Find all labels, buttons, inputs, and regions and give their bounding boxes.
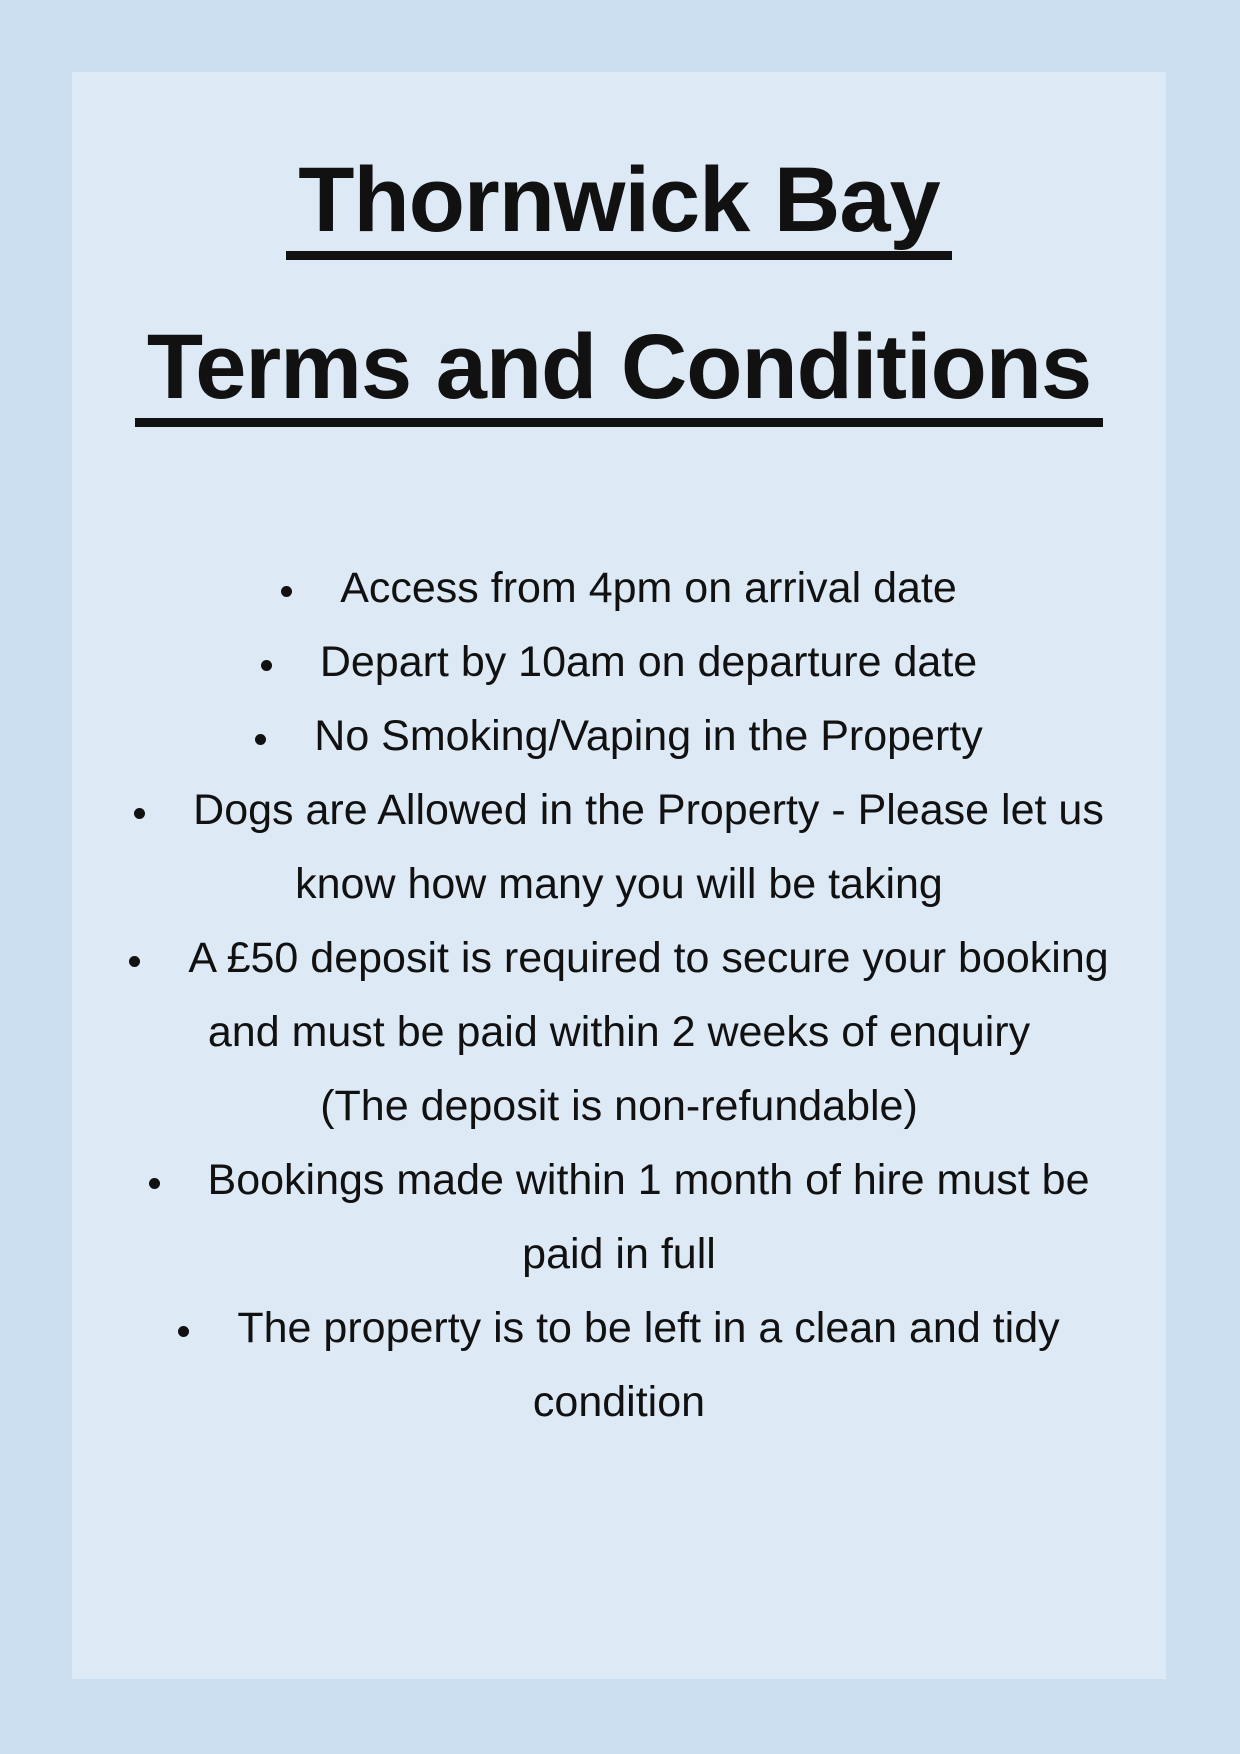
term-line-text: (The deposit is non-refundable) xyxy=(320,1081,918,1130)
bullet-icon xyxy=(261,660,272,671)
page-title xyxy=(82,150,1156,260)
term-line-text: A £50 deposit is required to secure your booking xyxy=(188,933,1109,982)
term-line xyxy=(82,1217,1156,1291)
term-line-text: paid in full xyxy=(522,1229,716,1278)
term-item xyxy=(82,1069,1156,1143)
term-line xyxy=(82,699,1156,773)
term-line-text: Bookings made within 1 month of hire must be xyxy=(207,1155,1090,1204)
term-item xyxy=(82,921,1156,1069)
term-line-text: know how many you will be taking xyxy=(295,859,943,908)
term-line-text: The property is to be left in a clean and tidy xyxy=(237,1303,1060,1352)
term-line xyxy=(82,995,1156,1069)
term-line xyxy=(82,1143,1156,1217)
term-line-text: condition xyxy=(532,1377,706,1426)
term-item xyxy=(82,699,1156,773)
term-line xyxy=(82,921,1156,995)
bullet-icon xyxy=(134,808,145,819)
bullet-icon xyxy=(129,956,140,967)
term-item xyxy=(82,551,1156,625)
term-line xyxy=(82,1069,1156,1143)
term-line-text: No Smoking/Vaping in the Property xyxy=(314,711,983,760)
term-line xyxy=(82,847,1156,921)
term-line xyxy=(82,625,1156,699)
term-line-text: and must be paid within 2 weeks of enquiry xyxy=(207,1007,1031,1056)
terms-list xyxy=(82,551,1156,1439)
bullet-icon xyxy=(281,586,292,597)
term-line-text: Access from 4pm on arrival date xyxy=(340,563,957,612)
term-item xyxy=(82,625,1156,699)
page-title-text: Thornwick Bay xyxy=(286,150,951,260)
term-item xyxy=(82,1143,1156,1291)
content-panel xyxy=(72,72,1166,1679)
term-line xyxy=(82,1291,1156,1365)
term-line xyxy=(82,773,1156,847)
term-line-text: Dogs are Allowed in the Property - Please let us xyxy=(193,785,1104,834)
bullet-icon xyxy=(255,734,266,745)
term-line-text: Depart by 10am on departure date xyxy=(319,637,978,686)
term-item xyxy=(82,1291,1156,1439)
term-item xyxy=(82,773,1156,921)
bullet-icon xyxy=(178,1326,189,1337)
term-line xyxy=(82,551,1156,625)
page-subtitle xyxy=(82,317,1156,427)
page-subtitle-text: Terms and Conditions xyxy=(135,317,1103,427)
bullet-icon xyxy=(149,1178,160,1189)
term-line xyxy=(82,1365,1156,1439)
